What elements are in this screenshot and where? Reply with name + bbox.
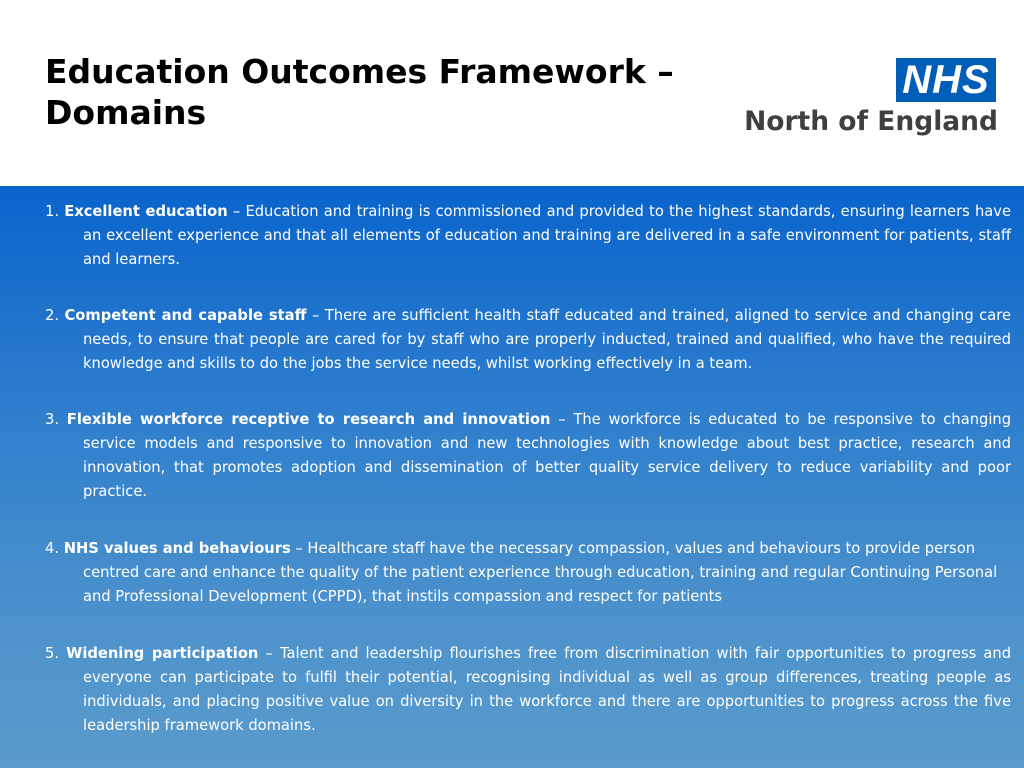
domain-number: 1. [45,203,60,220]
logo-region-text: North of England [744,106,998,137]
domain-heading: NHS values and behaviours [63,540,291,557]
domain-description: The workforce is educated to be responsive to changing service models and responsive to innovation and new technologies with knowledge about best practice, research and innovation, that promotes adoption and dissemination of better quality service delivery to reduce variability and poor practice. [83,411,1012,500]
domain-separator: – [558,411,566,428]
domain-item-4 [45,537,1003,609]
domain-heading: Flexible workforce receptive to research and innovation [66,411,551,428]
domain-heading: Excellent education [64,203,228,220]
nhs-north-of-england-logo [718,58,1000,144]
domain-heading: Competent and capable staff [64,307,307,324]
domain-number: 3. [45,411,60,428]
domain-separator: – [311,307,320,324]
domain-separator: – [295,540,303,557]
domain-description: Talent and leadership flourishes free from discrimination with fair opportunities to progress and everyone can participate to fulfil their potential, recognising individual as well as group differences, treating people as individuals, and placing positive value on diversity in the workforce and there are opportunities to progress across the five leadership framework domains. [83,645,1012,734]
slide-header [0,0,1024,186]
domain-item-1 [45,200,1011,272]
domain-separator: – [265,645,273,662]
domain-item-5 [45,642,1011,738]
domain-item-3 [45,408,1011,504]
domain-number: 2. [45,307,60,324]
domain-description: There are sufficient health staff educated and trained, aligned to service and changing care needs, to ensure that people are cared for by staff who are properly inducted, trained and qualified, who have the required knowledge and skills to do the jobs the service needs, whilst working effectively in a team. [83,307,1011,372]
slide-title: Education Outcomes Framework – Domains [45,52,674,132]
domain-separator: – [232,203,241,220]
domain-description: Education and training is commissioned and provided to the highest standards, ensuring learners have an excellent experience and that all elements of education and training are delivered in a safe environment for patients, staff and learners. [83,203,1012,268]
domain-heading: Widening participation [66,645,259,662]
domain-item-2 [45,304,1011,376]
domain-number: 5. [45,645,60,662]
nhs-logo-mark: NHS [896,58,996,102]
domain-description: Healthcare staff have the necessary compassion, values and behaviours to provide person centred care and enhance the quality of the patient experience through education, training and regular Continuing Personal and Professional Development (CPPD), that instils compassion and respect for patients [83,540,998,605]
domain-number: 4. [45,540,60,557]
domains-panel [0,186,1024,768]
